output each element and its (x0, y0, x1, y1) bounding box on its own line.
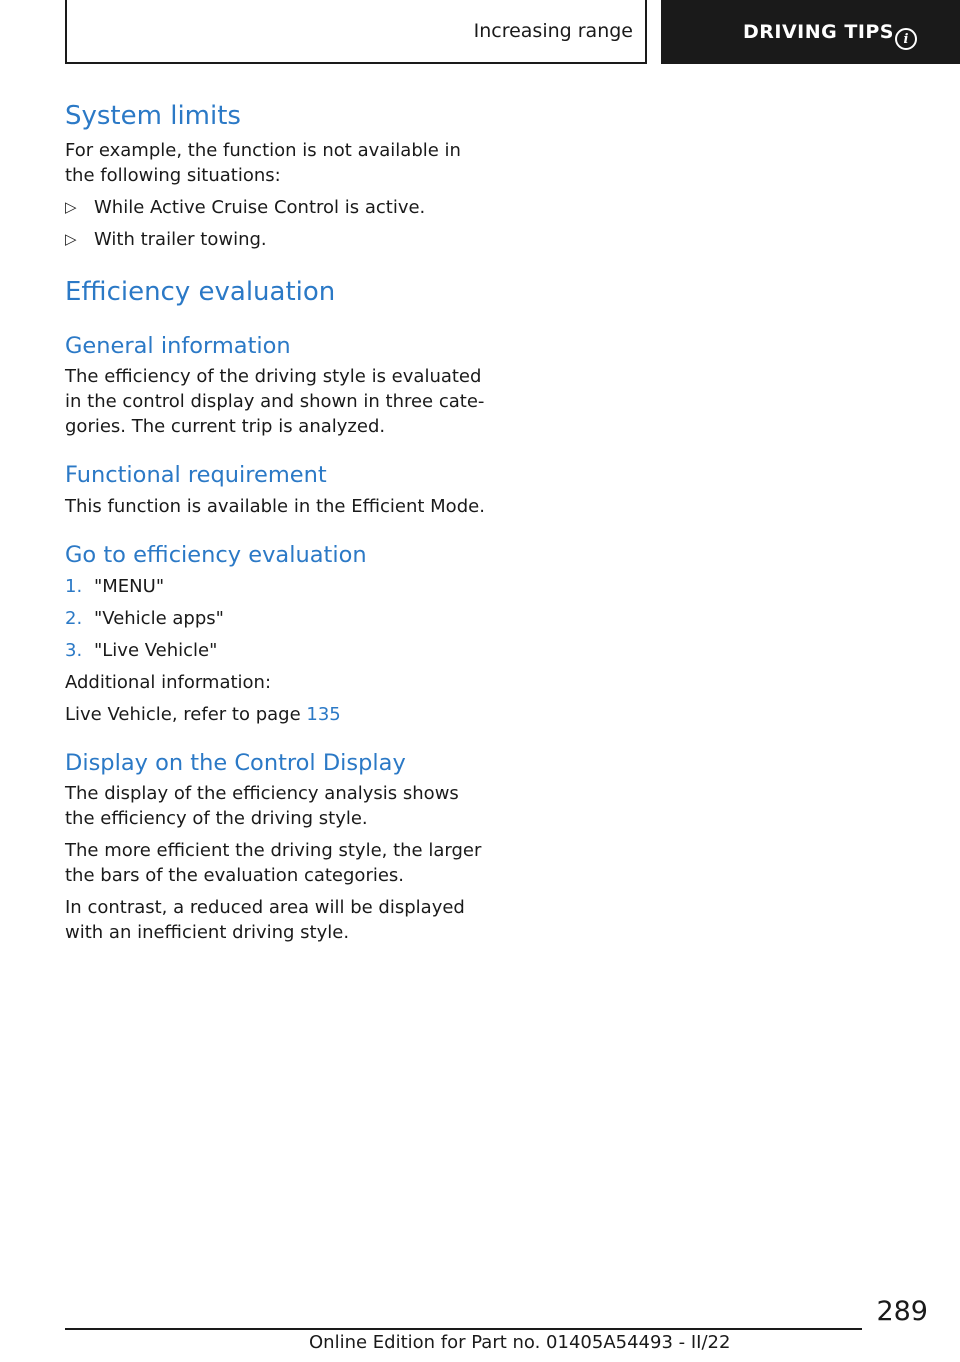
bullet-text: While Active Cruise Control is active. (94, 197, 426, 218)
list-item (65, 638, 485, 663)
header-section-title: Increasing range (473, 20, 633, 42)
step-number: 2. (65, 608, 83, 629)
step-text: "Live Vehicle" (94, 640, 218, 661)
display-paragraph-2: The more efficient the driving style, the larger the bars of the evaluation categories. (65, 840, 482, 886)
footer-divider (65, 1328, 862, 1330)
header-section-box (65, 0, 647, 64)
display-paragraph-3: In contrast, a reduced area will be displayed with an inefficient driving style. (65, 897, 465, 943)
functional-requirement-text: This function is available in the Efficient Mode. (65, 496, 485, 517)
list-item (65, 227, 485, 252)
additional-information-label: Additional information: (65, 672, 272, 693)
display-paragraph-1: The display of the efficiency analysis shows the efficiency of the driving style. (65, 783, 459, 829)
heading-display-control-display: Display on the Control Display (65, 750, 406, 776)
list-item (65, 606, 485, 631)
bullet-triangle-icon: ▷ (65, 230, 77, 248)
general-information-text: The efficiency of the driving style is evaluated in the control display and shown in three cate‐gories. The current trip is analyzed. (65, 366, 485, 437)
step-number: 3. (65, 640, 83, 661)
chapter-title: DRIVING TIPS (743, 21, 894, 43)
list-item (65, 195, 485, 220)
info-icon: i (895, 28, 917, 50)
step-number: 1. (65, 576, 83, 597)
heading-system-limits: System limits (65, 101, 241, 131)
page-reference-text: Live Vehicle, refer to page (65, 704, 307, 725)
list-item (65, 574, 485, 599)
page-reference (65, 702, 485, 727)
bullet-text: With trailer towing. (94, 229, 267, 250)
bullet-triangle-icon: ▷ (65, 198, 77, 216)
step-text: "Vehicle apps" (94, 608, 224, 629)
main-content (65, 98, 485, 945)
footer-edition: Online Edition for Part no. 01405A54493 - II/22 (309, 1332, 731, 1353)
heading-efficiency-evaluation: Efficiency evaluation (65, 277, 336, 307)
page-number: 289 (876, 1296, 928, 1327)
heading-general-information: General information (65, 333, 291, 359)
page-reference-link[interactable]: 135 (306, 704, 341, 725)
heading-go-to-efficiency: Go to efficiency evaluation (65, 542, 367, 568)
step-text: "MENU" (94, 576, 165, 597)
heading-functional-requirement: Functional requirement (65, 462, 327, 488)
system-limits-intro: For example, the function is not available in the following situations: (65, 140, 461, 186)
